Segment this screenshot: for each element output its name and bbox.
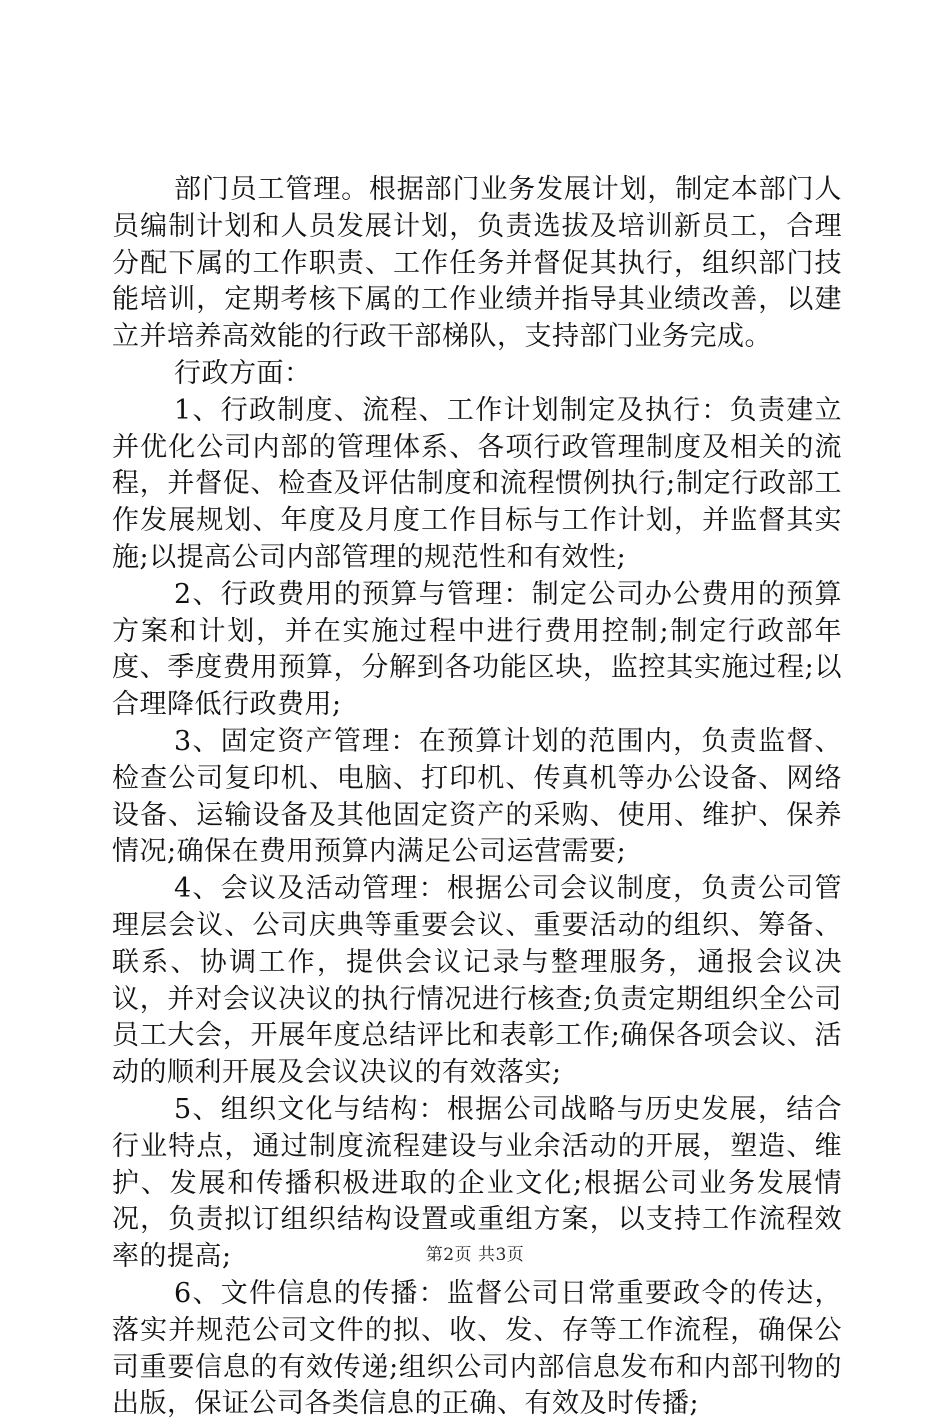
paragraph-item-5: 5、组织文化与结构：根据公司战略与历史发展，结合行业特点，通过制度流程建设与业余活动的开展，塑造、维护、发展和传播积极进取的企业文化;根据公司业务发展情况，负责拟订组织结构设置或重组方案，以支持工作流程效率的提高; <box>112 1093 842 1273</box>
paragraph-item-4: 4、会议及活动管理：根据公司会议制度，负责公司管理层会议、公司庆典等重要会议、重要活动的组织、筹备、联系、协调工作，提供会议记录与整理服务，通报会议决议，并对会议决议的执行情况进行核查;负责定期组织全公司员工大会，开展年度总结评比和表彰工作;确保各项会议、活动的顺利开展及会议决议的有效落实; <box>112 873 842 1089</box>
paragraph-item-6: 6、文件信息的传播：监督公司日常重要政令的传达，落实并规范公司文件的拟、收、发、存等工作流程，确保公司重要信息的有效传递;组织公司内部信息发布和内部刊物的出版，保证公司各类信息的正确、有效及时传播; <box>112 1277 842 1420</box>
document-body <box>112 172 842 1423</box>
section-heading-administration: 行政方面： <box>174 357 312 389</box>
paragraph-item-1: 1、行政制度、流程、工作计划制定及执行：负责建立并优化公司内部的管理体系、各项行政管理制度及相关的流程，并督促、检查及评估制度和流程惯例执行;制定行政部工作发展规划、年度及月度工作目标与工作计划，并监督其实施;以提高公司内部管理的规范性和有效性; <box>112 394 842 573</box>
paragraph-item-3: 3、固定资产管理：在预算计划的范围内，负责监督、检查公司复印机、电脑、打印机、传真机等办公设备、网络设备、运输设备及其他固定资产的采购、使用、维护、保养情况;确保在费用预算内满足公司运营需要; <box>112 725 842 868</box>
page-footer: 第2页 共3页 <box>425 1245 525 1265</box>
paragraph-item-2: 2、行政费用的预算与管理：制定公司办公费用的预算方案和计划，并在实施过程中进行费用控制;制定行政部年度、季度费用预算，分解到各功能区块，监控其实施过程;以合理降低行政费用; <box>112 578 842 721</box>
paragraph-staff-management: 部门员工管理。根据部门业务发展计划，制定本部门人员编制计划和人员发展计划，负责选拔及培训新员工，合理分配下属的工作职责、工作任务并督促其执行，组织部门技能培训，定期考核下属的工作业绩并指导其业绩改善，以建立并培养高效能的行政干部梯队，支持部门业务完成。 <box>112 174 842 353</box>
